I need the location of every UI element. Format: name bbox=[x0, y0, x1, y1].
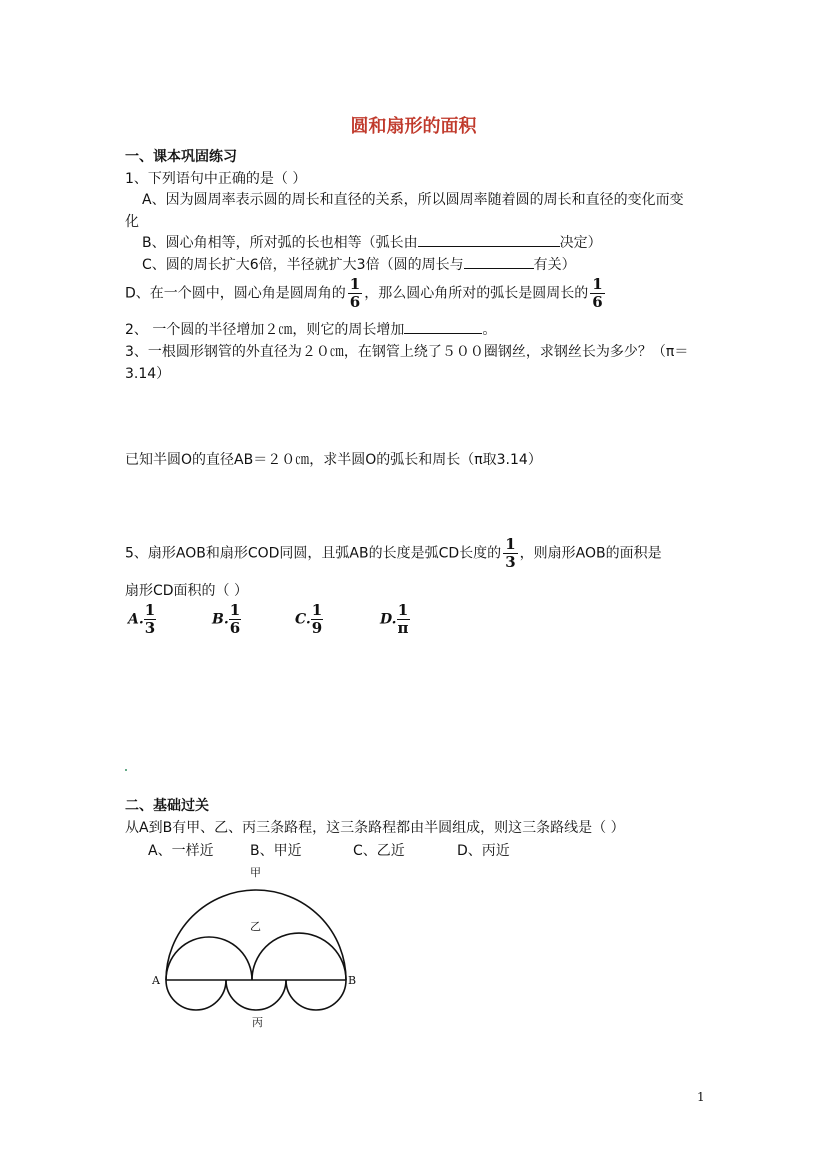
q5-option-a bbox=[128, 602, 156, 637]
option-label: A. bbox=[128, 611, 144, 628]
fraction-denominator: 9 bbox=[311, 619, 323, 637]
page-number: 1 bbox=[697, 1090, 705, 1104]
q1-option-c-text: C、圆的周长扩大6倍，半径就扩大3倍（圆的周长与 bbox=[142, 257, 464, 273]
fraction bbox=[311, 602, 323, 637]
fraction bbox=[229, 602, 241, 637]
q1-option-b-text: B、圆心角相等，所对弧的长也相等（弧长由 bbox=[142, 235, 418, 251]
route-jia-arc bbox=[166, 890, 346, 980]
section1-heading: 一、课本巩固练习 bbox=[125, 149, 237, 165]
q1-option-c-tail: 有关） bbox=[533, 257, 576, 273]
q5-option-b bbox=[212, 602, 241, 637]
route-yi-arc-left bbox=[166, 937, 252, 980]
q5-option-d bbox=[380, 602, 410, 637]
fraction bbox=[503, 536, 517, 571]
section2-heading: 二、基础过关 bbox=[125, 798, 209, 814]
answer-blank bbox=[404, 319, 482, 334]
q1-stem: 1、下列语句中正确的是（ ） bbox=[125, 171, 307, 187]
route-yi-arc-right bbox=[252, 933, 346, 980]
route-bing-arc-1 bbox=[166, 980, 226, 1010]
fraction-numerator: 1 bbox=[229, 601, 241, 619]
q1-option-c bbox=[142, 254, 576, 274]
option-label: B. bbox=[212, 611, 229, 628]
fraction-denominator: 6 bbox=[349, 293, 361, 311]
fraction-denominator: 3 bbox=[505, 553, 516, 571]
q2 bbox=[125, 319, 496, 339]
choice-b: B、甲近 bbox=[250, 843, 302, 859]
option-label: D. bbox=[380, 611, 397, 628]
fraction-numerator: 1 bbox=[592, 275, 603, 293]
fraction-numerator: 1 bbox=[144, 601, 156, 619]
option-label: C. bbox=[295, 611, 311, 628]
fraction-numerator: 1 bbox=[505, 535, 516, 553]
q3-line1: 3、一根圆形钢管的外直径为２０㎝，在钢管上绕了５００圈钢丝，求钢丝长为多少？（π＝ bbox=[125, 344, 689, 360]
label-a: A bbox=[152, 974, 160, 987]
fraction-numerator: 1 bbox=[397, 601, 409, 619]
q2-text: 2、 一个圆的半径增加２㎝，则它的周长增加 bbox=[125, 322, 405, 338]
fraction-denominator: 6 bbox=[229, 619, 241, 637]
q1-option-a-line2: 化 bbox=[125, 214, 139, 230]
section2-stem: 从A到B有甲、乙、丙三条路程，这三条路程都由半圆组成，则这三条路线是（ ） bbox=[125, 820, 625, 836]
route-bing-arc-3 bbox=[286, 980, 346, 1010]
choice-c: C、乙近 bbox=[353, 843, 405, 859]
q5-text: 5、扇形AOB和扇形COD同圆，且弧AB的长度是弧CD长度的 bbox=[125, 545, 502, 562]
q1-option-b bbox=[142, 232, 602, 252]
fraction-numerator: 1 bbox=[311, 601, 323, 619]
route-bing-arc-2 bbox=[226, 980, 286, 1010]
fraction-denominator: π bbox=[397, 619, 409, 637]
q5-line2: 扇形CD面积的（ ） bbox=[125, 583, 249, 599]
fraction-numerator: 1 bbox=[349, 275, 361, 293]
fraction bbox=[397, 602, 410, 637]
label-jia: 甲 bbox=[250, 866, 261, 879]
q2-tail: 。 bbox=[482, 322, 497, 338]
q4-text: 已知半圆O的直径AB＝２０㎝，求半圆O的弧长和周长（π取3.14） bbox=[125, 452, 542, 468]
three-routes-diagram bbox=[140, 860, 380, 1040]
answer-blank bbox=[418, 232, 560, 247]
q1-option-d bbox=[125, 276, 607, 311]
q3-line2: 3.14） bbox=[125, 366, 171, 382]
label-yi: 乙 bbox=[250, 920, 261, 933]
q1-option-d-mid: ，那么圆心角所对的弧长是圆周长的 bbox=[364, 285, 589, 302]
q5-option-c bbox=[295, 602, 323, 637]
fraction-denominator: 6 bbox=[592, 293, 603, 311]
choice-a: A、一样近 bbox=[148, 843, 214, 859]
fraction bbox=[144, 602, 156, 637]
stray-dot bbox=[125, 769, 127, 771]
q5-line1 bbox=[125, 536, 662, 571]
label-bing: 丙 bbox=[252, 1016, 263, 1029]
page-title: 圆和扇形的面积 bbox=[350, 116, 477, 137]
choice-d: D、丙近 bbox=[457, 843, 510, 859]
fraction-denominator: 3 bbox=[144, 619, 156, 637]
fraction bbox=[348, 276, 362, 311]
q1-option-d-text: D、在一个圆中，圆心角是圆周角的 bbox=[125, 285, 346, 302]
q1-option-a-line1: A、因为圆周率表示圆的周长和直径的关系，所以圆周率随着圆的周长和直径的变化而变 bbox=[142, 192, 684, 208]
fraction bbox=[590, 276, 604, 311]
q5-text-tail: ，则扇形AOB的面积是 bbox=[519, 545, 662, 562]
answer-blank bbox=[464, 254, 534, 269]
q1-option-b-tail: 决定） bbox=[559, 235, 602, 251]
label-b: B bbox=[348, 974, 357, 987]
